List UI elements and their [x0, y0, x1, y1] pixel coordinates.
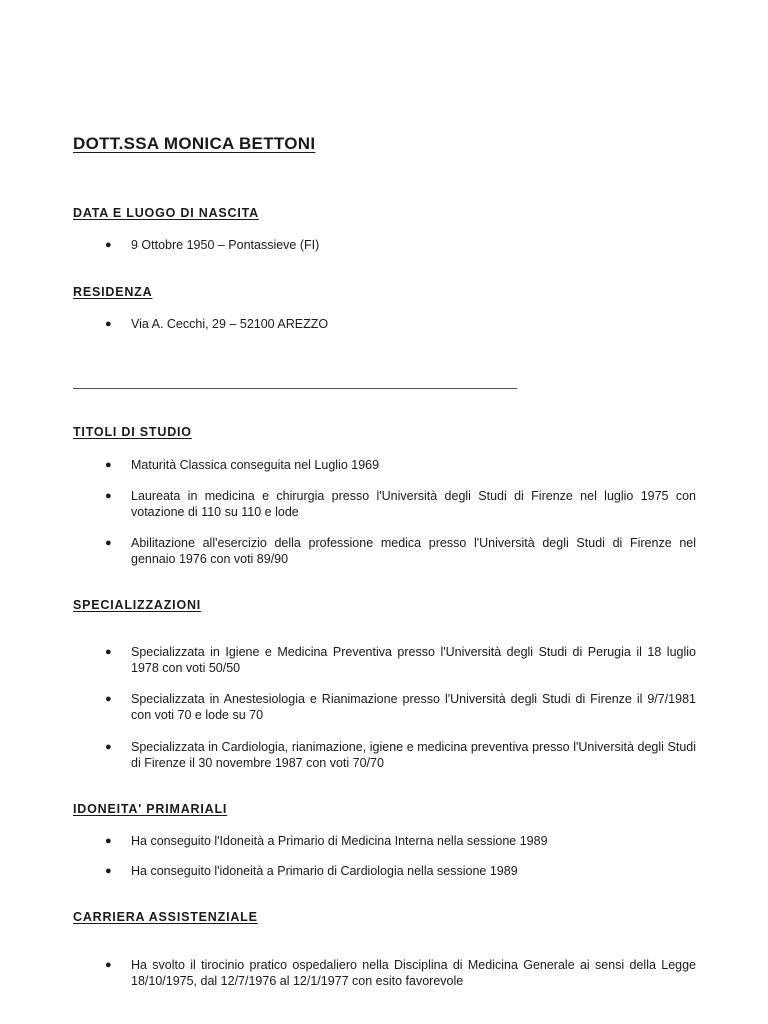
list-item-text: Specializzata in Cardiologia, rianimazione, igiene e medicina preventiva presso l'Università degli Studi di Firenze il 30 novembre 1987 con voti 70/70	[131, 740, 696, 770]
divider-line	[73, 388, 517, 389]
bullet-icon: ●	[105, 490, 112, 502]
list-item	[105, 457, 696, 473]
document-title: DOTT.SSA MONICA BETTONI	[73, 134, 316, 153]
section-heading-carriera: CARRIERA ASSISTENZIALE	[73, 910, 258, 924]
list-item	[105, 316, 696, 332]
list-item	[105, 957, 696, 989]
list-item-text: Via A. Cecchi, 29 – 52100 AREZZO	[131, 317, 329, 331]
section-heading-nascita: DATA E LUOGO DI NASCITA	[73, 206, 259, 220]
section-heading-residenza: RESIDENZA	[73, 285, 153, 299]
list-item	[105, 535, 696, 567]
bullet-icon: ●	[105, 835, 112, 847]
list-item-text: Laureata in medicina e chirurgia presso l'Università degli Studi di Firenze nel luglio 1975 con votazione di 110 su 110 e lode	[131, 489, 696, 519]
list-item	[105, 863, 696, 879]
list-item-text: Ha conseguito l'idoneità a Primario di Cardiologia nella sessione 1989	[131, 864, 518, 878]
list-item-text: 9 Ottobre 1950 – Pontassieve (FI)	[131, 238, 320, 252]
list-item-text: Specializzata in Igiene e Medicina Preventiva presso l'Università degli Studi di Perugia il 18 luglio 1978 con voti 50/50	[131, 645, 696, 675]
section-heading-idoneita: IDONEITA' PRIMARIALI	[73, 802, 228, 816]
bullet-icon: ●	[105, 959, 112, 971]
bullet-icon: ●	[105, 459, 112, 471]
section-heading-specializzazioni: SPECIALIZZAZIONI	[73, 598, 202, 612]
list-item	[105, 644, 696, 676]
list-item	[105, 691, 696, 723]
bullet-icon: ●	[105, 537, 112, 549]
list-item-text: Ha svolto il tirocinio pratico ospedaliero nella Disciplina di Medicina Generale ai sensi della Legge 18/10/1975, dal 12/7/1976 al 12/1/1977 con esito favorevole	[131, 958, 696, 988]
list-item	[105, 237, 696, 253]
list-item	[105, 488, 696, 520]
bullet-icon: ●	[105, 741, 112, 753]
list-item-text: Specializzata in Anestesiologia e Rianimazione presso l'Università degli Studi di Firenze il 9/7/1981 con voti 70 e lode su 70	[131, 692, 696, 722]
bullet-icon: ●	[105, 239, 112, 251]
bullet-icon: ●	[105, 865, 112, 877]
bullet-icon: ●	[105, 646, 112, 658]
bullet-icon: ●	[105, 318, 112, 330]
list-item-text: Ha conseguito l'Idoneità a Primario di Medicina Interna nella sessione 1989	[131, 834, 548, 848]
bullet-icon: ●	[105, 693, 112, 705]
list-item-text: Maturità Classica conseguita nel Luglio 1969	[131, 458, 380, 472]
list-item-text: Abilitazione all'esercizio della professione medica presso l'Università degli Studi di Firenze nel gennaio 1976 con voti 89/90	[131, 536, 696, 566]
list-item	[105, 739, 696, 771]
section-heading-titoli: TITOLI DI STUDIO	[73, 425, 192, 439]
list-item	[105, 833, 696, 849]
